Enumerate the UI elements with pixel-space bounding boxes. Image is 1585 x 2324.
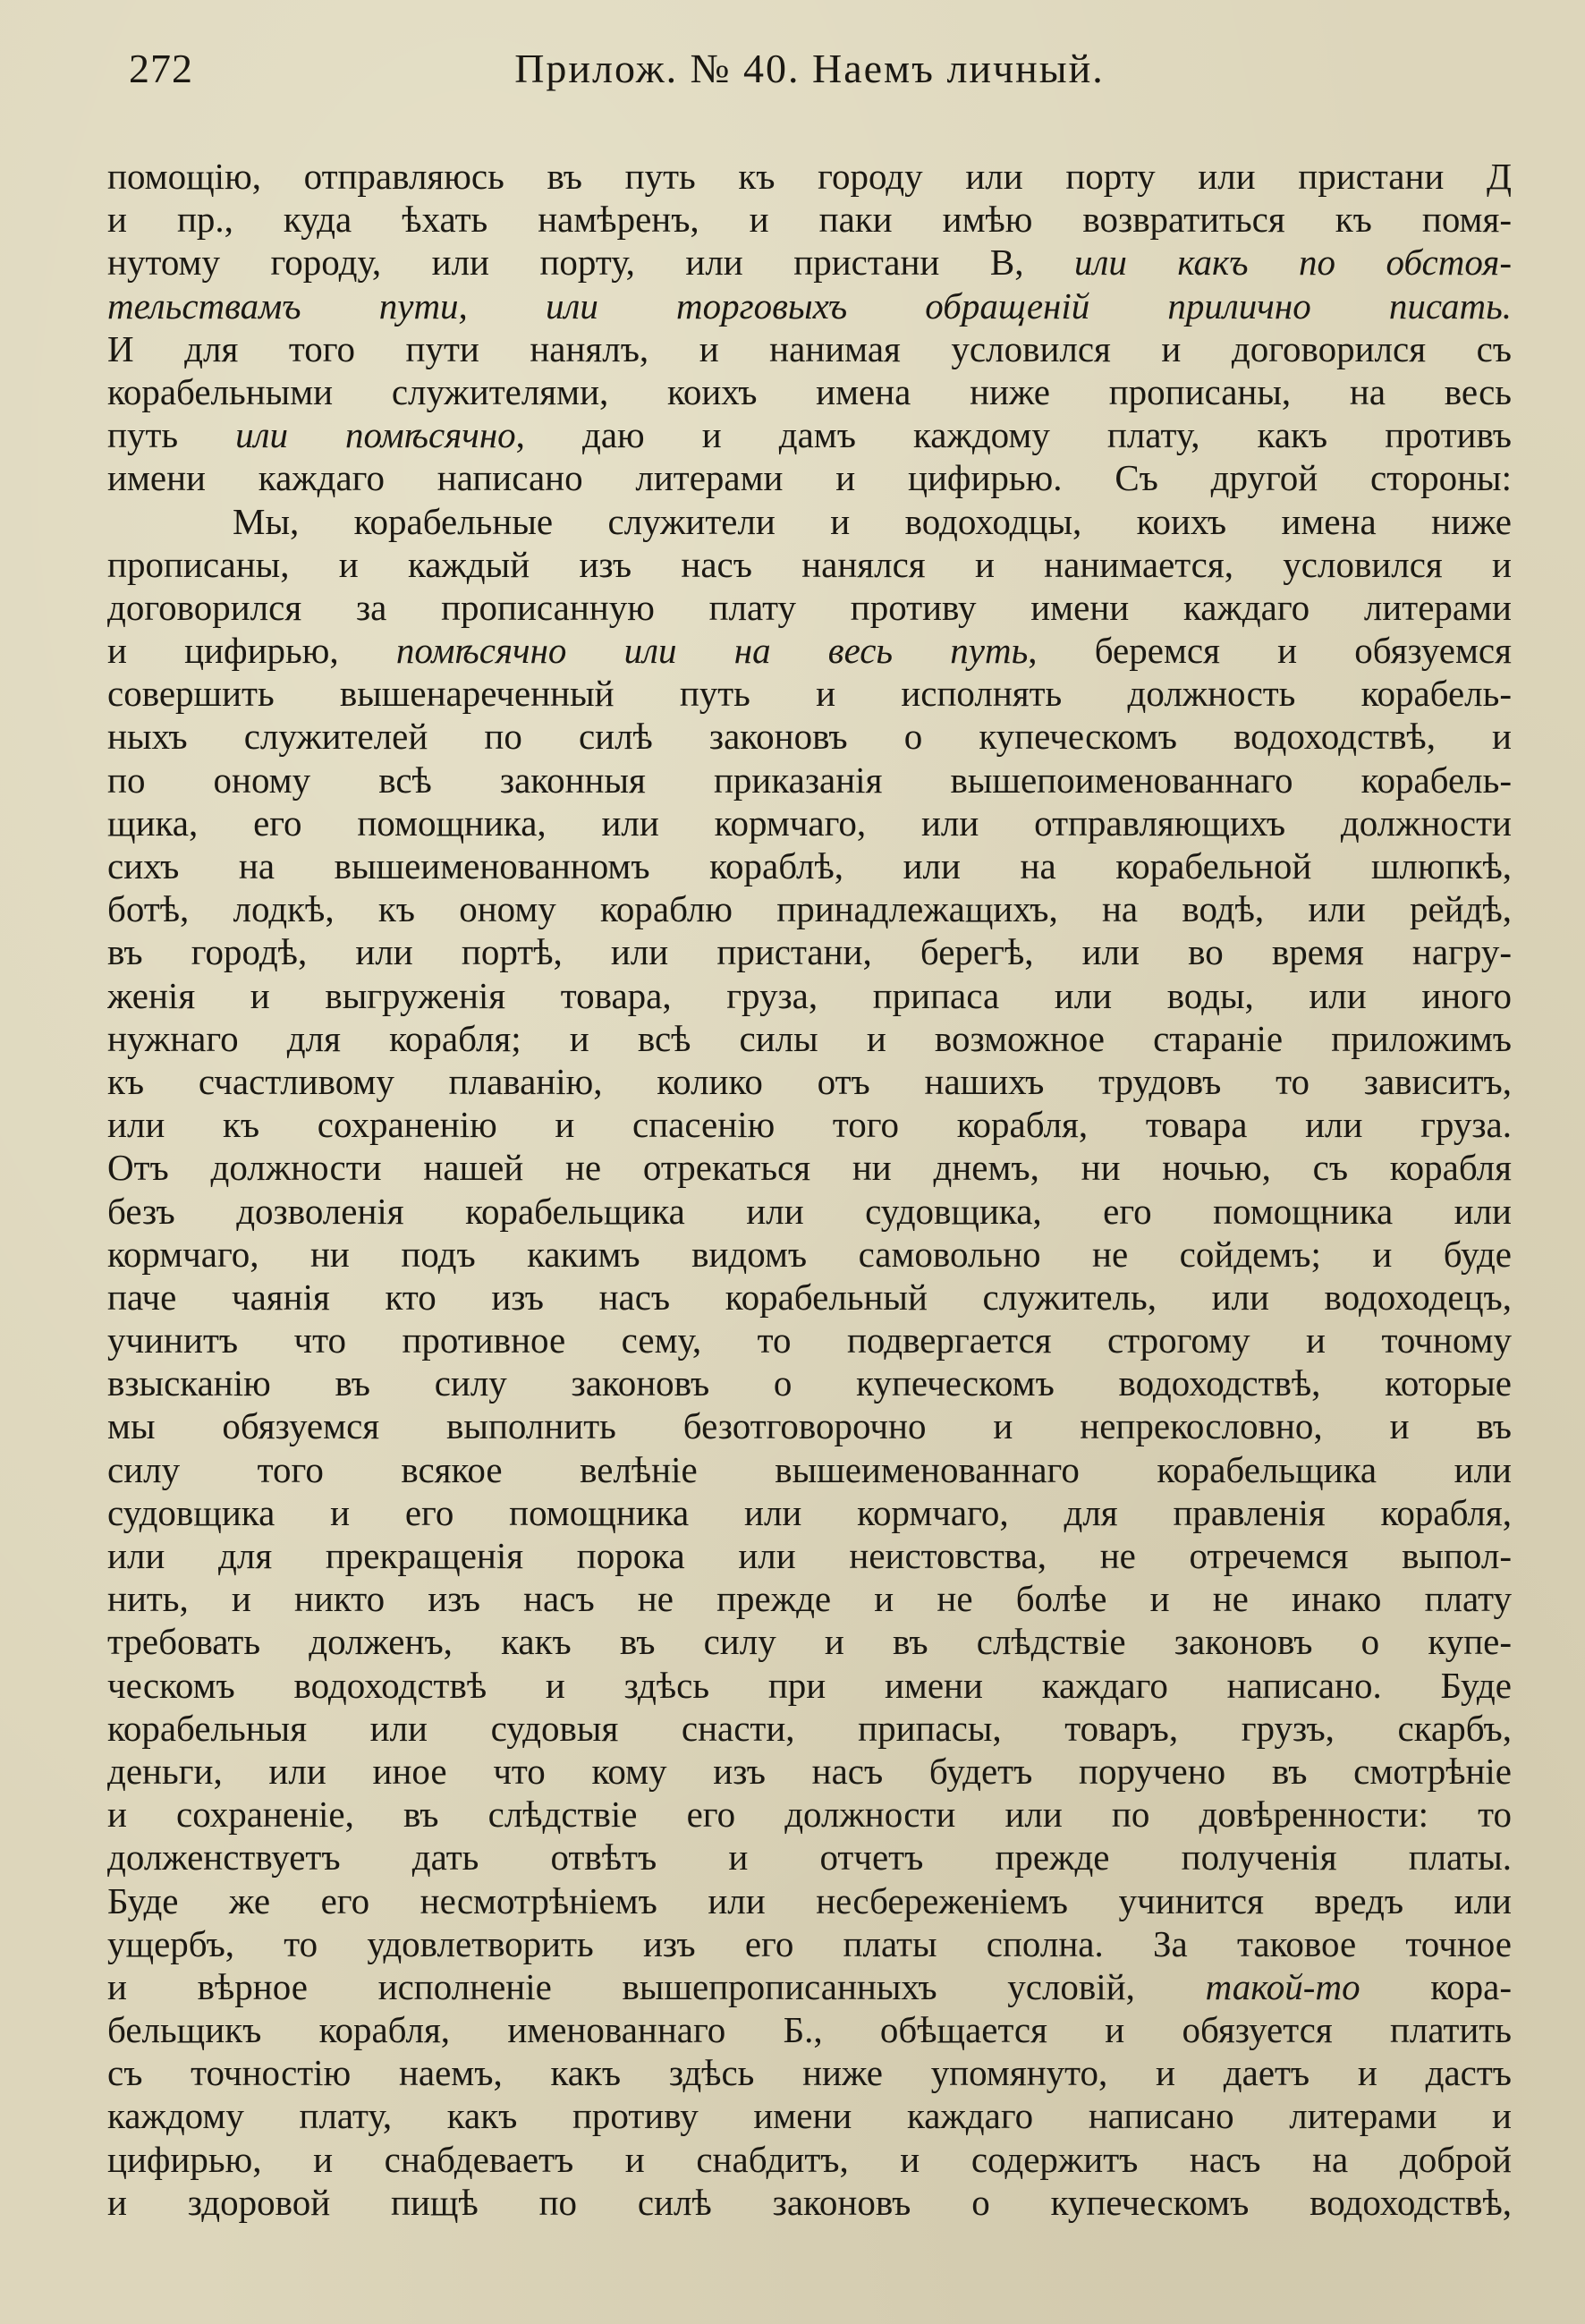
text-line [107,2181,1512,2224]
text-segment: каждому плату, какъ противу имени каждаго написано литерами и [107,2095,1512,2137]
text-line [107,1965,1512,2008]
text-line [107,759,1512,802]
text-segment: учинитъ что противное сему, то подвергается строгому и точному [107,1319,1512,1361]
text-line [107,2138,1512,2181]
text-segment: Мы, корабельные служители и водоходцы, коихъ имена ниже [233,500,1512,542]
text-line [107,1707,1512,1750]
text-line [107,1664,1512,1707]
italic-segment: или какъ по обстоя- [1073,242,1512,284]
text-segment: ущербъ, то удовлетворить изъ его платы сполна. За таковое точное [107,1922,1512,1964]
text-line [107,1060,1512,1103]
text-segment: , беремся и обязуемся [1028,630,1512,672]
text-line [107,1448,1512,1491]
text-segment: по оному всѣ законныя приказанія вышепоименованнаго корабель- [107,759,1512,801]
text-segment: бельщикъ корабля, именованнаго Б., обѣщается и обязуется платить [107,2009,1512,2051]
text-segment: взысканію въ силу законовъ о купеческомъ водоходствѣ, которые [107,1362,1512,1404]
text-segment: паче чаянія кто изъ насъ корабельный служитель, или водоходецъ, [107,1276,1512,1318]
text-segment: ческомъ водоходствѣ и здѣсь при имени каждаго написано. Буде [107,1664,1512,1706]
italic-segment: тельствамъ пути, или торговыхъ обращеній прилично писать. [107,284,1512,327]
text-segment: требовать долженъ, какъ въ силу и въ слѣдствіе законовъ о купе- [107,1621,1512,1663]
text-segment: договорился за прописанную плату противу имени каждаго литерами [107,586,1512,628]
text-line [107,543,1512,586]
text-segment: Отъ должности нашей не отрекаться ни днемъ, ни ночью, съ корабля [107,1147,1512,1189]
text-line [107,887,1512,930]
text-line [107,672,1512,715]
text-line [107,1276,1512,1319]
text-line [107,1103,1512,1146]
text-segment: и сохраненіе, въ слѣдствіе его должности или по довѣренности: то [107,1794,1512,1836]
text-line [107,1319,1512,1361]
text-line [107,586,1512,629]
italic-segment: или помѣсячно [235,414,516,456]
text-segment: нужнаго для корабля; и всѣ силы и возможное стараніе приложимъ [107,1017,1512,1059]
text-segment: въ городѣ, или портѣ, или пристани, берегѣ, или во время нагру- [107,931,1512,973]
text-line [107,2008,1512,2051]
text-line [107,1922,1512,1965]
text-line [107,1491,1512,1534]
text-line [107,413,1512,456]
text-segment: корабельныя или судовыя снасти, припасы, товаръ, грузъ, скарбъ, [107,1707,1512,1749]
text-segment: безъ дозволенія корабельщика или судовщика, его помощника или [107,1190,1512,1232]
text-segment: или къ сохраненію и спасенію того корабля, товара или груза. [107,1104,1512,1146]
text-line [107,327,1512,370]
body-text [107,155,1512,2224]
text-segment: ботѣ, лодкѣ, къ оному кораблю принадлежащихъ, на водѣ, или рейдѣ, [107,888,1512,930]
text-line [107,1750,1512,1793]
text-line [107,844,1512,887]
text-segment: кормчаго, ни подъ какимъ видомъ самовольно не сойдемъ; и буде [107,1233,1512,1275]
text-line [107,155,1512,198]
text-segment: цифирью, и снабдеваетъ и снабдитъ, и содержитъ насъ на доброй [107,2138,1512,2180]
text-segment: съ точностію наемъ, какъ здѣсь ниже упомянуто, и даетъ и дастъ [107,2052,1512,2094]
text-line [107,500,1512,543]
text-segment: деньги, или иное что кому изъ насъ будетъ поручено въ смотрѣніе [107,1750,1512,1792]
text-line [107,2051,1512,2094]
italic-segment: помѣсячно или на весь путь [395,630,1029,672]
text-segment: нутому городу, или порту, или пристани В, [107,242,1074,284]
text-segment: силу того всякое велѣніе вышеименованнаго корабельщика или [107,1448,1512,1490]
text-line [107,974,1512,1017]
text-segment: путь [107,414,236,456]
text-line [107,241,1512,284]
text-segment: или для прекращенія порока или неистовства, не отречемся выпол- [107,1535,1512,1576]
text-segment: сихъ на вышеименованномъ кораблѣ, или на корабельной шлюпкѣ, [107,845,1512,886]
text-segment: корабельными служителями, коихъ имена ниже прописаны, на весь [107,370,1512,412]
text-segment: помощію, отправляюсь въ путь къ городу или порту или пристани Д [107,156,1512,197]
text-segment: долженствуетъ дать отвѣтъ и отчетъ прежде полученія платы. [107,1836,1512,1879]
text-segment: женія и выгруженія товара, груза, припаса или воды, или иного [107,974,1512,1016]
text-line [107,370,1512,413]
text-line [107,1361,1512,1404]
text-line [107,930,1512,973]
text-segment: и здоровой пищѣ по силѣ законовъ о купеческомъ водоходствѣ, [107,2181,1512,2223]
text-line [107,1577,1512,1620]
text-line [107,1620,1512,1663]
text-line [107,1146,1512,1189]
text-line [107,456,1512,499]
running-title: Прилож. № 40. Наемъ личный. [514,46,1105,91]
text-segment: къ счастливому плаванію, колико отъ нашихъ трудовъ то зависитъ, [107,1060,1512,1102]
text-line [107,1793,1512,1836]
text-line [107,1017,1512,1060]
text-line [107,715,1512,758]
text-segment: прописаны, и каждый изъ насъ нанялся и нанимается, условился и [107,543,1512,585]
text-line [107,2094,1512,2137]
text-line [107,1836,1512,1879]
text-line [107,1879,1512,1922]
text-line [107,1404,1512,1447]
text-line [107,1190,1512,1233]
text-segment: и цифирью, [107,630,396,672]
text-segment: , даю и дамъ каждому плату, какъ противъ [515,414,1512,456]
text-line [107,1233,1512,1276]
text-line [107,284,1512,327]
text-segment: мы обязуемся выполнить безотговорочно и непрекословно, и въ [107,1405,1512,1447]
text-segment: и пр., куда ѣхать намѣренъ, и паки имѣю возвратиться къ помя- [107,199,1512,241]
italic-segment: такой-то [1205,1965,1360,2007]
text-segment: нить, и никто изъ насъ не прежде и не болѣе и не инако плату [107,1578,1512,1620]
text-segment: совершить вышенареченный путь и исполнять должность корабель- [107,673,1512,715]
text-segment: имени каждаго написано литерами и цифирью. Съ другой стороны: [107,457,1512,499]
text-line [107,1534,1512,1577]
running-head [107,36,1512,107]
page-number: 272 [129,46,193,91]
text-segment: И для того пути нанялъ, и нанимая условился и договорился съ [107,327,1512,369]
text-segment: кора- [1360,1965,1512,2007]
text-line [107,802,1512,844]
text-segment: и вѣрное исполненіе вышепрописанныхъ условій, [107,1965,1206,2007]
text-line [107,198,1512,241]
text-line [107,629,1512,672]
text-segment: щика, его помощника, или кормчаго, или отправляющихъ должности [107,802,1512,844]
book-page [107,36,1512,2290]
text-segment: Буде же его несмотрѣніемъ или несбереженіемъ учинится вредъ или [107,1879,1512,1921]
text-segment: ныхъ служителей по силѣ законовъ о купеческомъ водоходствѣ, и [107,716,1512,758]
text-segment: судовщика и его помощника или кормчаго, для правленія корабля, [107,1491,1512,1533]
